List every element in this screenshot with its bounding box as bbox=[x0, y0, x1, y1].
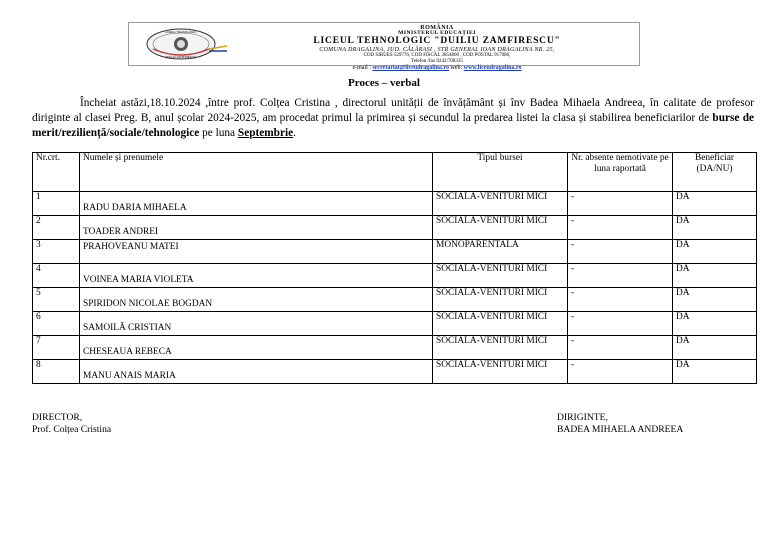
document-title: Proces – verbal bbox=[348, 77, 420, 89]
web-link[interactable]: www.liceudragalina.ro bbox=[463, 64, 522, 71]
row-nr: 7 bbox=[33, 336, 80, 360]
row-type: SOCIALĂ-VENITURI MICI bbox=[433, 264, 568, 288]
row-absences: - bbox=[568, 240, 673, 264]
ministry-line: MINISTERUL EDUCAȚIEI bbox=[398, 30, 476, 37]
table-row bbox=[33, 336, 757, 360]
row-name-cell bbox=[80, 360, 433, 384]
email-prefix: e-mail : bbox=[352, 64, 373, 71]
table-row bbox=[33, 192, 757, 216]
row-beneficiary: DA bbox=[673, 360, 757, 384]
row-name: PRAHOVEANU MATEI bbox=[83, 242, 179, 252]
row-nr: 2 bbox=[33, 216, 80, 240]
school-name: LICEUL TEHNOLOGIC "DUILIU ZAMFIRESCU" bbox=[313, 36, 561, 47]
row-beneficiary: DA bbox=[673, 192, 757, 216]
row-name: SAMOILĂ CRISTIAN bbox=[83, 323, 172, 333]
row-beneficiary: DA bbox=[673, 312, 757, 336]
header-beneficiary: Beneficiar (DA/NU) bbox=[673, 153, 757, 192]
row-nr: 8 bbox=[33, 360, 80, 384]
row-absences: - bbox=[568, 336, 673, 360]
row-name: SPIRIDON NICOLAE BOGDAN bbox=[83, 299, 213, 309]
row-name-cell bbox=[80, 240, 433, 264]
table-row bbox=[33, 312, 757, 336]
email-link[interactable]: secretariat@liceudragalina.ro bbox=[372, 64, 449, 71]
row-name-cell bbox=[80, 336, 433, 360]
row-name-cell bbox=[80, 312, 433, 336]
address-line: COMUNA DRAGALINA, JUD. CĂLĂRAȘI , STR GENERAL IOAN DRAGALINA NR. 25, bbox=[319, 47, 555, 54]
row-name: TOADER ANDREI bbox=[83, 227, 159, 237]
month-name: Septembrie bbox=[237, 127, 294, 139]
row-type: MONOPARENTALĂ bbox=[433, 240, 568, 264]
row-beneficiary: DA bbox=[673, 288, 757, 312]
director-signature-block bbox=[32, 412, 111, 436]
director-role: DIRECTOR, bbox=[32, 412, 83, 423]
row-name-cell bbox=[80, 264, 433, 288]
table-row bbox=[33, 264, 757, 288]
letterhead-text bbox=[237, 25, 637, 71]
teacher-role: DIRIGINTE, bbox=[557, 412, 608, 423]
row-absences: - bbox=[568, 288, 673, 312]
intro-text-2: pe luna bbox=[199, 127, 238, 139]
row-name-cell bbox=[80, 288, 433, 312]
row-nr: 1 bbox=[33, 192, 80, 216]
row-beneficiary: DA bbox=[673, 240, 757, 264]
header-name: Numele și prenumele bbox=[80, 153, 433, 192]
row-type: SOCIALĂ-VENITURI MICI bbox=[433, 336, 568, 360]
intro-end: . bbox=[293, 127, 296, 139]
header-type: Tipul bursei bbox=[433, 153, 568, 192]
row-type: SOCIALĂ-VENITURI MICI bbox=[433, 192, 568, 216]
row-absences: - bbox=[568, 264, 673, 288]
intro-text-1: Încheiat astăzi,18.10.2024 ,între prof. Colțea Cristina , directorul unității de învățământ și înv Badea Mihaela Andreea, în calitate de profesor diriginte al clasei Preg. B, anul școlar 2024-2025, am procedat primul la primirea și secundul la predarea listei la clasa și stabilirea beneficiarilor de bbox=[32, 97, 754, 124]
row-name-cell bbox=[80, 192, 433, 216]
header-nr: Nr.crt. bbox=[33, 153, 80, 192]
director-name: Prof. Colțea Cristina bbox=[32, 424, 112, 435]
codes-line: COD SIRUES 529776, COD FISCAL 3854800 , COD POSTAL 917080, bbox=[363, 53, 511, 59]
teacher-name: BADEA MIHAELA ANDREEA bbox=[557, 424, 684, 435]
row-nr: 3 bbox=[33, 240, 80, 264]
row-name: RADU DARIA MIHAELA bbox=[83, 203, 187, 213]
letterhead bbox=[128, 22, 640, 71]
row-absences: - bbox=[568, 360, 673, 384]
intro-paragraph bbox=[32, 96, 754, 141]
logo-text-top: LICEUL TEHNOLOGIC bbox=[165, 30, 197, 34]
row-type: SOCIALĂ-VENITURI MICI bbox=[433, 312, 568, 336]
row-absences: - bbox=[568, 216, 673, 240]
row-type: SOCIALĂ-VENITURI MICI bbox=[433, 216, 568, 240]
phone-line: Telefon /fax 0242/708335 bbox=[411, 58, 463, 64]
table-header-row bbox=[33, 153, 757, 192]
row-nr: 5 bbox=[33, 288, 80, 312]
web-prefix: web: bbox=[448, 64, 464, 71]
logo-text-bottom: DUILIU ZAMFIRESCU bbox=[165, 55, 197, 59]
row-nr: 6 bbox=[33, 312, 80, 336]
row-nr: 4 bbox=[33, 264, 80, 288]
row-type: SOCIALĂ-VENITURI MICI bbox=[433, 360, 568, 384]
contact-line bbox=[237, 65, 637, 71]
row-beneficiary: DA bbox=[673, 264, 757, 288]
teacher-signature-block bbox=[557, 412, 683, 436]
row-absences: - bbox=[568, 312, 673, 336]
row-name: CHESEAUA REBECA bbox=[83, 347, 172, 357]
school-logo-icon bbox=[137, 27, 233, 61]
header-absences: Nr. absente nemotivate pe luna raportată bbox=[568, 153, 673, 192]
row-beneficiary: DA bbox=[673, 336, 757, 360]
table-row bbox=[33, 240, 757, 264]
country-line: ROMÂNIA bbox=[420, 25, 454, 31]
row-name-cell bbox=[80, 216, 433, 240]
beneficiaries-table bbox=[32, 152, 757, 384]
row-name: MANU ANAIS MARIA bbox=[83, 371, 176, 381]
row-absences: - bbox=[568, 192, 673, 216]
row-type: SOCIALĂ-VENITURI MICI bbox=[433, 288, 568, 312]
row-beneficiary: DA bbox=[673, 216, 757, 240]
table-row bbox=[33, 360, 757, 384]
table-row bbox=[33, 216, 757, 240]
scholarship-types: burse de merit/reziliență/sociale/tehnologice bbox=[32, 112, 754, 139]
row-name: VOINEA MARIA VIOLETA bbox=[83, 275, 194, 285]
table-row bbox=[33, 288, 757, 312]
